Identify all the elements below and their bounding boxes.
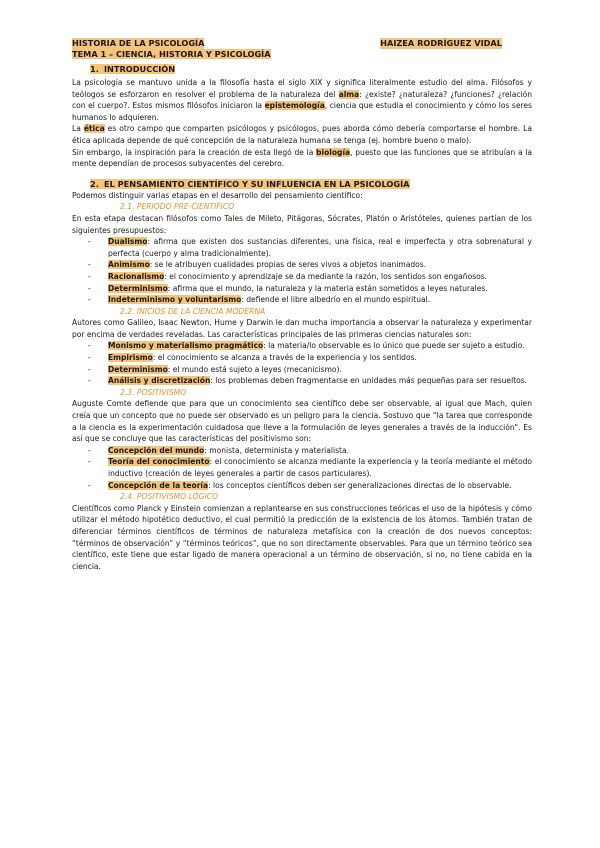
list-term: Monismo y materialismo pragmático	[108, 341, 264, 351]
term-etica: ética	[83, 124, 105, 134]
list-item: - Indeterminismo y voluntarismo: defiende el libre albedrío en el mundo espiritual.	[88, 295, 431, 305]
section-1-heading	[90, 64, 532, 75]
subsection-2-4-title: 2.4. POSITIVISMO LÓGICO	[120, 492, 218, 502]
section-2-heading	[90, 179, 532, 190]
list-term: Indeterminismo y voluntarismo	[108, 295, 242, 305]
section-2-title: EL PENSAMIENTO CIENTÍFICO Y SU INFLUENCIA EN LA PSICOLOGÍA	[104, 178, 410, 189]
intro-paragraph-2: La ética es otro campo que comparten psicólogos y psicólogos, pues aborda cómo debería comportarse el hombre. La ética aplicada depende de qué concepción de la naturaleza humana se tenga (ej. hombre bueno o malo).	[72, 124, 532, 145]
list-term: Determinismo	[108, 283, 168, 293]
header-row	[72, 38, 532, 49]
list-term: Animismo	[108, 260, 150, 270]
topic-title-row	[72, 49, 532, 60]
list-2-2	[72, 340, 532, 386]
list-item: - Teoría del conocimiento: el conocimiento se alcanza mediante la experiencia y la teoría mediante el método inductivo (creación de leyes generales a partir de casos particulares).	[88, 457, 532, 478]
list-item: - Determinismo: afirma que el mundo, la naturaleza y la materia están sometidos a leyes naturales.	[88, 283, 488, 293]
section-1-number: 1.	[90, 64, 99, 74]
term-alma: alma	[338, 89, 360, 99]
intro-paragraph-3: Sin embargo, la inspiración para la creación de esta llegó de la biología, puesto que las funciones que se atribuían a la mente dependían de procesos subyacentes del cerebro.	[72, 147, 532, 169]
subsection-2-2-text: Autores como Galileo, Isaac Newton, Hume y Darwin le dan mucha importancia a observar la naturaleza y experimentar por encima de verdades reveladas. Las características principales de las primeras ciencias naturales son:	[72, 318, 532, 339]
subsection-2-2-title: 2.2. INICIOS DE LA CIENCIA MODERNA	[120, 306, 266, 316]
list-2-3	[72, 445, 532, 491]
list-item: - Empirismo: el conocimiento se alcanza a través de la experiencia y los sentidos.	[88, 353, 417, 363]
subsection-2-1-title: 2.1. PERIODO PRE-CIENTÍFICO	[120, 202, 235, 212]
list-term: Análisis y discretización	[108, 376, 211, 386]
list-item: - Animismo: se le atribuyen cualidades propias de seres vivos a objetos inanimados.	[88, 260, 427, 270]
section-1-title: INTRODUCCIÓN	[104, 64, 176, 74]
document-page	[72, 38, 532, 572]
subsection-2-3-text: Auguste Comte defiende que para que un conocimiento sea científico debe ser observable, al igual que Mach, quien creía que un concepto que no puede ser observado es un peligro para la ciencia. Sostuvo que “la tarea que corresponde a la ciencia es la experimentación cuidadosa que lleve a la formulación de leyes generales a través de la inducción”. Es así que se concluye que las características del positivismo son:	[72, 399, 532, 444]
term-biologia: biología	[316, 147, 351, 157]
section-2-number: 2.	[90, 178, 99, 189]
subsection-2-3-title: 2.3. POSITIVISMO	[120, 387, 187, 397]
list-item: - Concepción del mundo: monista, determinista y materialista.	[88, 445, 350, 455]
topic-title: TEMA 1 – CIENCIA, HISTORIA Y PSICOLOGÍA	[72, 49, 271, 59]
list-item: - Dualismo: afirma que existen dos sustancias diferentes, una física, real e imperfecta y otra sobrenatural y perfecta (cuerpo y alma tradicionalmente).	[88, 237, 532, 258]
list-item: - Monismo y materialismo pragmático: la materia/lo observable es lo único que puede ser sujeto a estudio.	[88, 341, 525, 351]
list-term: Racionalismo	[108, 271, 165, 281]
term-epistemologia: epistemología	[264, 101, 325, 111]
list-item: - Concepción de la teoría: los conceptos científicos deben ser generalizaciones directas de lo observable.	[88, 480, 512, 490]
intro-paragraph-1: La psicología se mantuvo unida a la filosofía hasta el siglo XIX y significa literalmente estudio del alma. Filósofos y teólogos se esforzaron en resolver el problema de la naturaleza del alma: ¿existe? ¿naturaleza? ¿funciones? ¿relación con el cuerpo?. Estos mismos filósofos iniciaron la epistemología, ciencia que estudia el conocimiento y cómo los seres humanos lo adquieren.	[72, 78, 532, 122]
list-term: Dualismo	[108, 237, 148, 247]
subsection-2-1-text: En esta etapa destacan filósofos como Tales de Mileto, Pitágoras, Sócrates, Platón o Aristóteles, quienes partían de los siguientes presupuestos:	[72, 213, 532, 235]
list-term: Determinismo	[108, 364, 168, 374]
list-term: Concepción del mundo	[108, 445, 205, 455]
list-2-1	[72, 236, 532, 306]
list-item: - Determinismo: el mundo está sujeto a leyes (mecanicismo).	[88, 364, 342, 374]
list-term: Teoría del conocimiento	[108, 457, 210, 467]
subsection-2-4-text: Científicos como Planck y Einstein comienzan a replantearse en sus construcciones teóricas el uso de la hipótesis y cómo utilizar el método hipotético deductivo, el cual permitió la predicción de la existencia de los átomos. También tratan de diferenciar términos científicos de términos de naturaleza metafísica con la creación de dos nuevos conceptos: “términos de observación” y “términos teóricos”, que no son directamente observables. Para que un término teórico sea científico, este tiene que estar ligado de manera operacional a un término de observación, si no, no tiene cabida en la ciencia.	[72, 503, 532, 571]
course-title: HISTORIA DE LA PSICOLOGÍA	[72, 38, 205, 48]
list-term: Concepción de la teoría	[108, 480, 209, 490]
section-2-intro: Podemos distinguir varias etapas en el desarrollo del pensamiento científico:	[72, 190, 363, 200]
list-term: Empirismo	[108, 353, 153, 363]
list-item: - Racionalismo: el conocimiento y aprendizaje se da mediante la razón, los sentidos son engañosos.	[88, 271, 488, 281]
author-name: HAIZEA RODRÍGUEZ VIDAL	[380, 38, 502, 48]
list-item: - Análisis y discretización: los problemas deben fragmentarse en unidades más pequeñas para ser resueltos.	[88, 376, 528, 386]
